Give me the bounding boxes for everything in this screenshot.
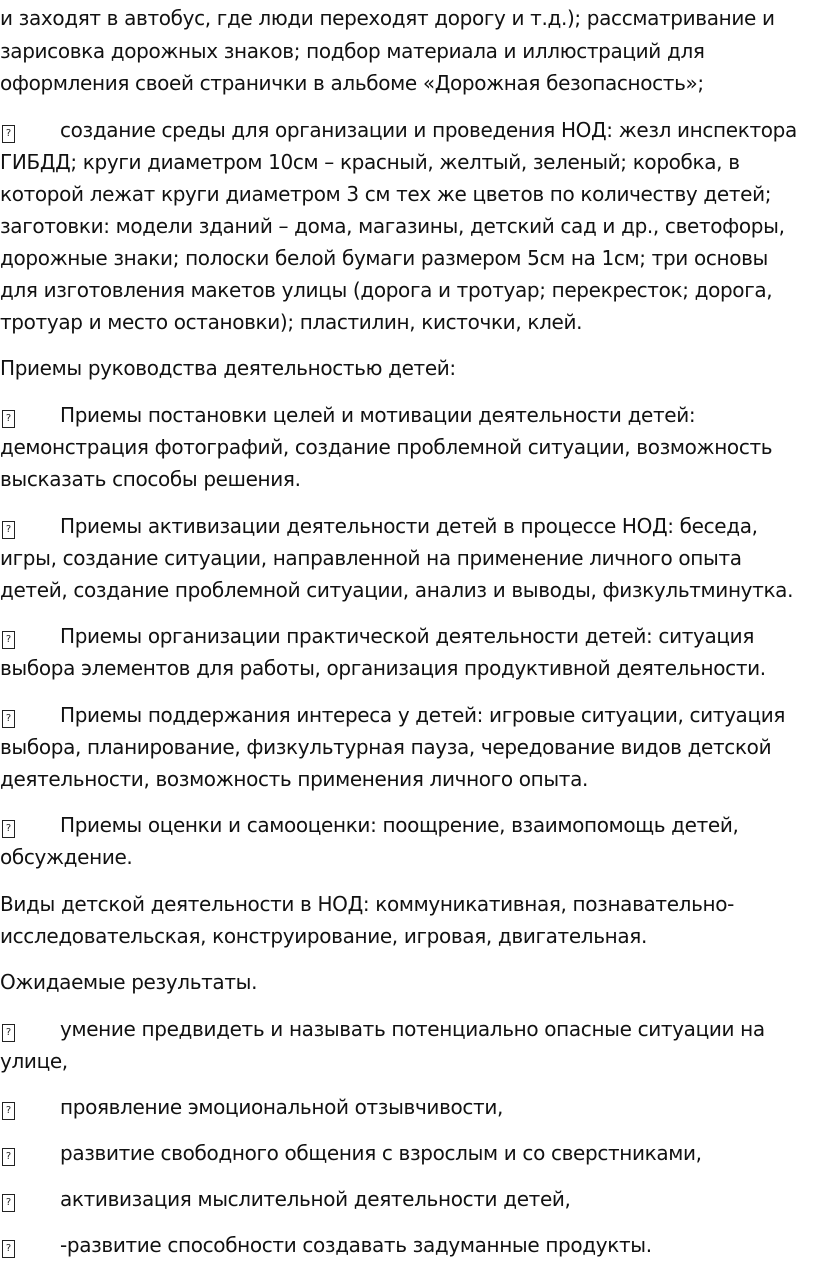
section-heading: Приемы руководства деятельностью детей: <box>0 356 456 380</box>
bullet-icon: ? <box>2 1148 15 1166</box>
bullet-icon: ? <box>2 125 15 143</box>
section-heading: Ожидаемые результаты. <box>0 970 258 994</box>
text-line: для изготовления макетов улицы (дорога и тротуар; перекресток; дорога, <box>0 278 773 302</box>
text-line: тротуар и место остановки); пластилин, кисточки, клей. <box>0 310 583 334</box>
bullet-icon: ? <box>2 710 15 728</box>
text-line: умение предвидеть и называть потенциально опасные ситуации на <box>60 1017 765 1041</box>
text-line: проявление эмоциональной отзывчивости, <box>60 1095 504 1119</box>
bullet-icon: ? <box>2 631 15 649</box>
text-line: Приемы поддержания интереса у детей: игровые ситуации, ситуация <box>60 703 786 727</box>
text-line: игры, создание ситуации, направленной на применение личного опыта <box>0 546 742 570</box>
text-line: демонстрация фотографий, создание проблемной ситуации, возможность <box>0 435 773 459</box>
text-line: детей, создание проблемной ситуации, анализ и выводы, физкультминутка. <box>0 578 794 602</box>
text-line: дорожные знаки; полоски белой бумаги размером 5см на 1см; три основы <box>0 246 768 270</box>
bullet-icon: ? <box>2 1024 15 1042</box>
text-line: ГИБДД; круги диаметром 10см – красный, желтый, зеленый; коробка, в <box>0 150 740 174</box>
text-line: заготовки: модели зданий – дома, магазины, детский сад и др., светофоры, <box>0 214 785 238</box>
text-line: обсуждение. <box>0 845 133 869</box>
text-line: выбора, планирование, физкультурная пауза, чередование видов детской <box>0 735 772 759</box>
text-line: и заходят в автобус, где люди переходят дорогу и т.д.); рассматривание и <box>0 6 775 30</box>
text-line: -развитие способности создавать задуманные продукты. <box>60 1233 652 1257</box>
bullet-icon: ? <box>2 410 15 428</box>
text-line: которой лежат круги диаметром 3 см тех же цветов по количеству детей; <box>0 182 772 206</box>
text-line: высказать способы решения. <box>0 467 301 491</box>
text-line: Приемы активизации деятельности детей в процессе НОД: беседа, <box>60 514 758 538</box>
text-line: исследовательская, конструирование, игровая, двигательная. <box>0 924 647 948</box>
bullet-icon: ? <box>2 1194 15 1212</box>
text-line: Приемы постановки целей и мотивации деятельности детей: <box>60 403 696 427</box>
text-line: создание среды для организации и проведения НОД: жезл инспектора <box>60 118 797 142</box>
text-line: оформления своей странички в альбоме «Дорожная безопасность»; <box>0 71 704 95</box>
text-line: улице, <box>0 1049 68 1073</box>
bullet-icon: ? <box>2 1102 15 1120</box>
text-line: Виды детской деятельности в НОД: коммуникативная, познавательно- <box>0 892 735 916</box>
bullet-icon: ? <box>2 521 15 539</box>
text-line: деятельности, возможность применения личного опыта. <box>0 767 589 791</box>
text-line: Приемы оценки и самооценки: поощрение, взаимопомощь детей, <box>60 813 739 837</box>
text-line: зарисовка дорожных знаков; подбор материала и иллюстраций для <box>0 39 705 63</box>
text-line: развитие свободного общения с взрослым и со сверстниками, <box>60 1141 702 1165</box>
bullet-icon: ? <box>2 1240 15 1258</box>
text-line: активизация мыслительной деятельности детей, <box>60 1187 571 1211</box>
text-line: Приемы организации практической деятельности детей: ситуация <box>60 624 755 648</box>
bullet-icon: ? <box>2 820 15 838</box>
text-line: выбора элементов для работы, организация продуктивной деятельности. <box>0 656 766 680</box>
